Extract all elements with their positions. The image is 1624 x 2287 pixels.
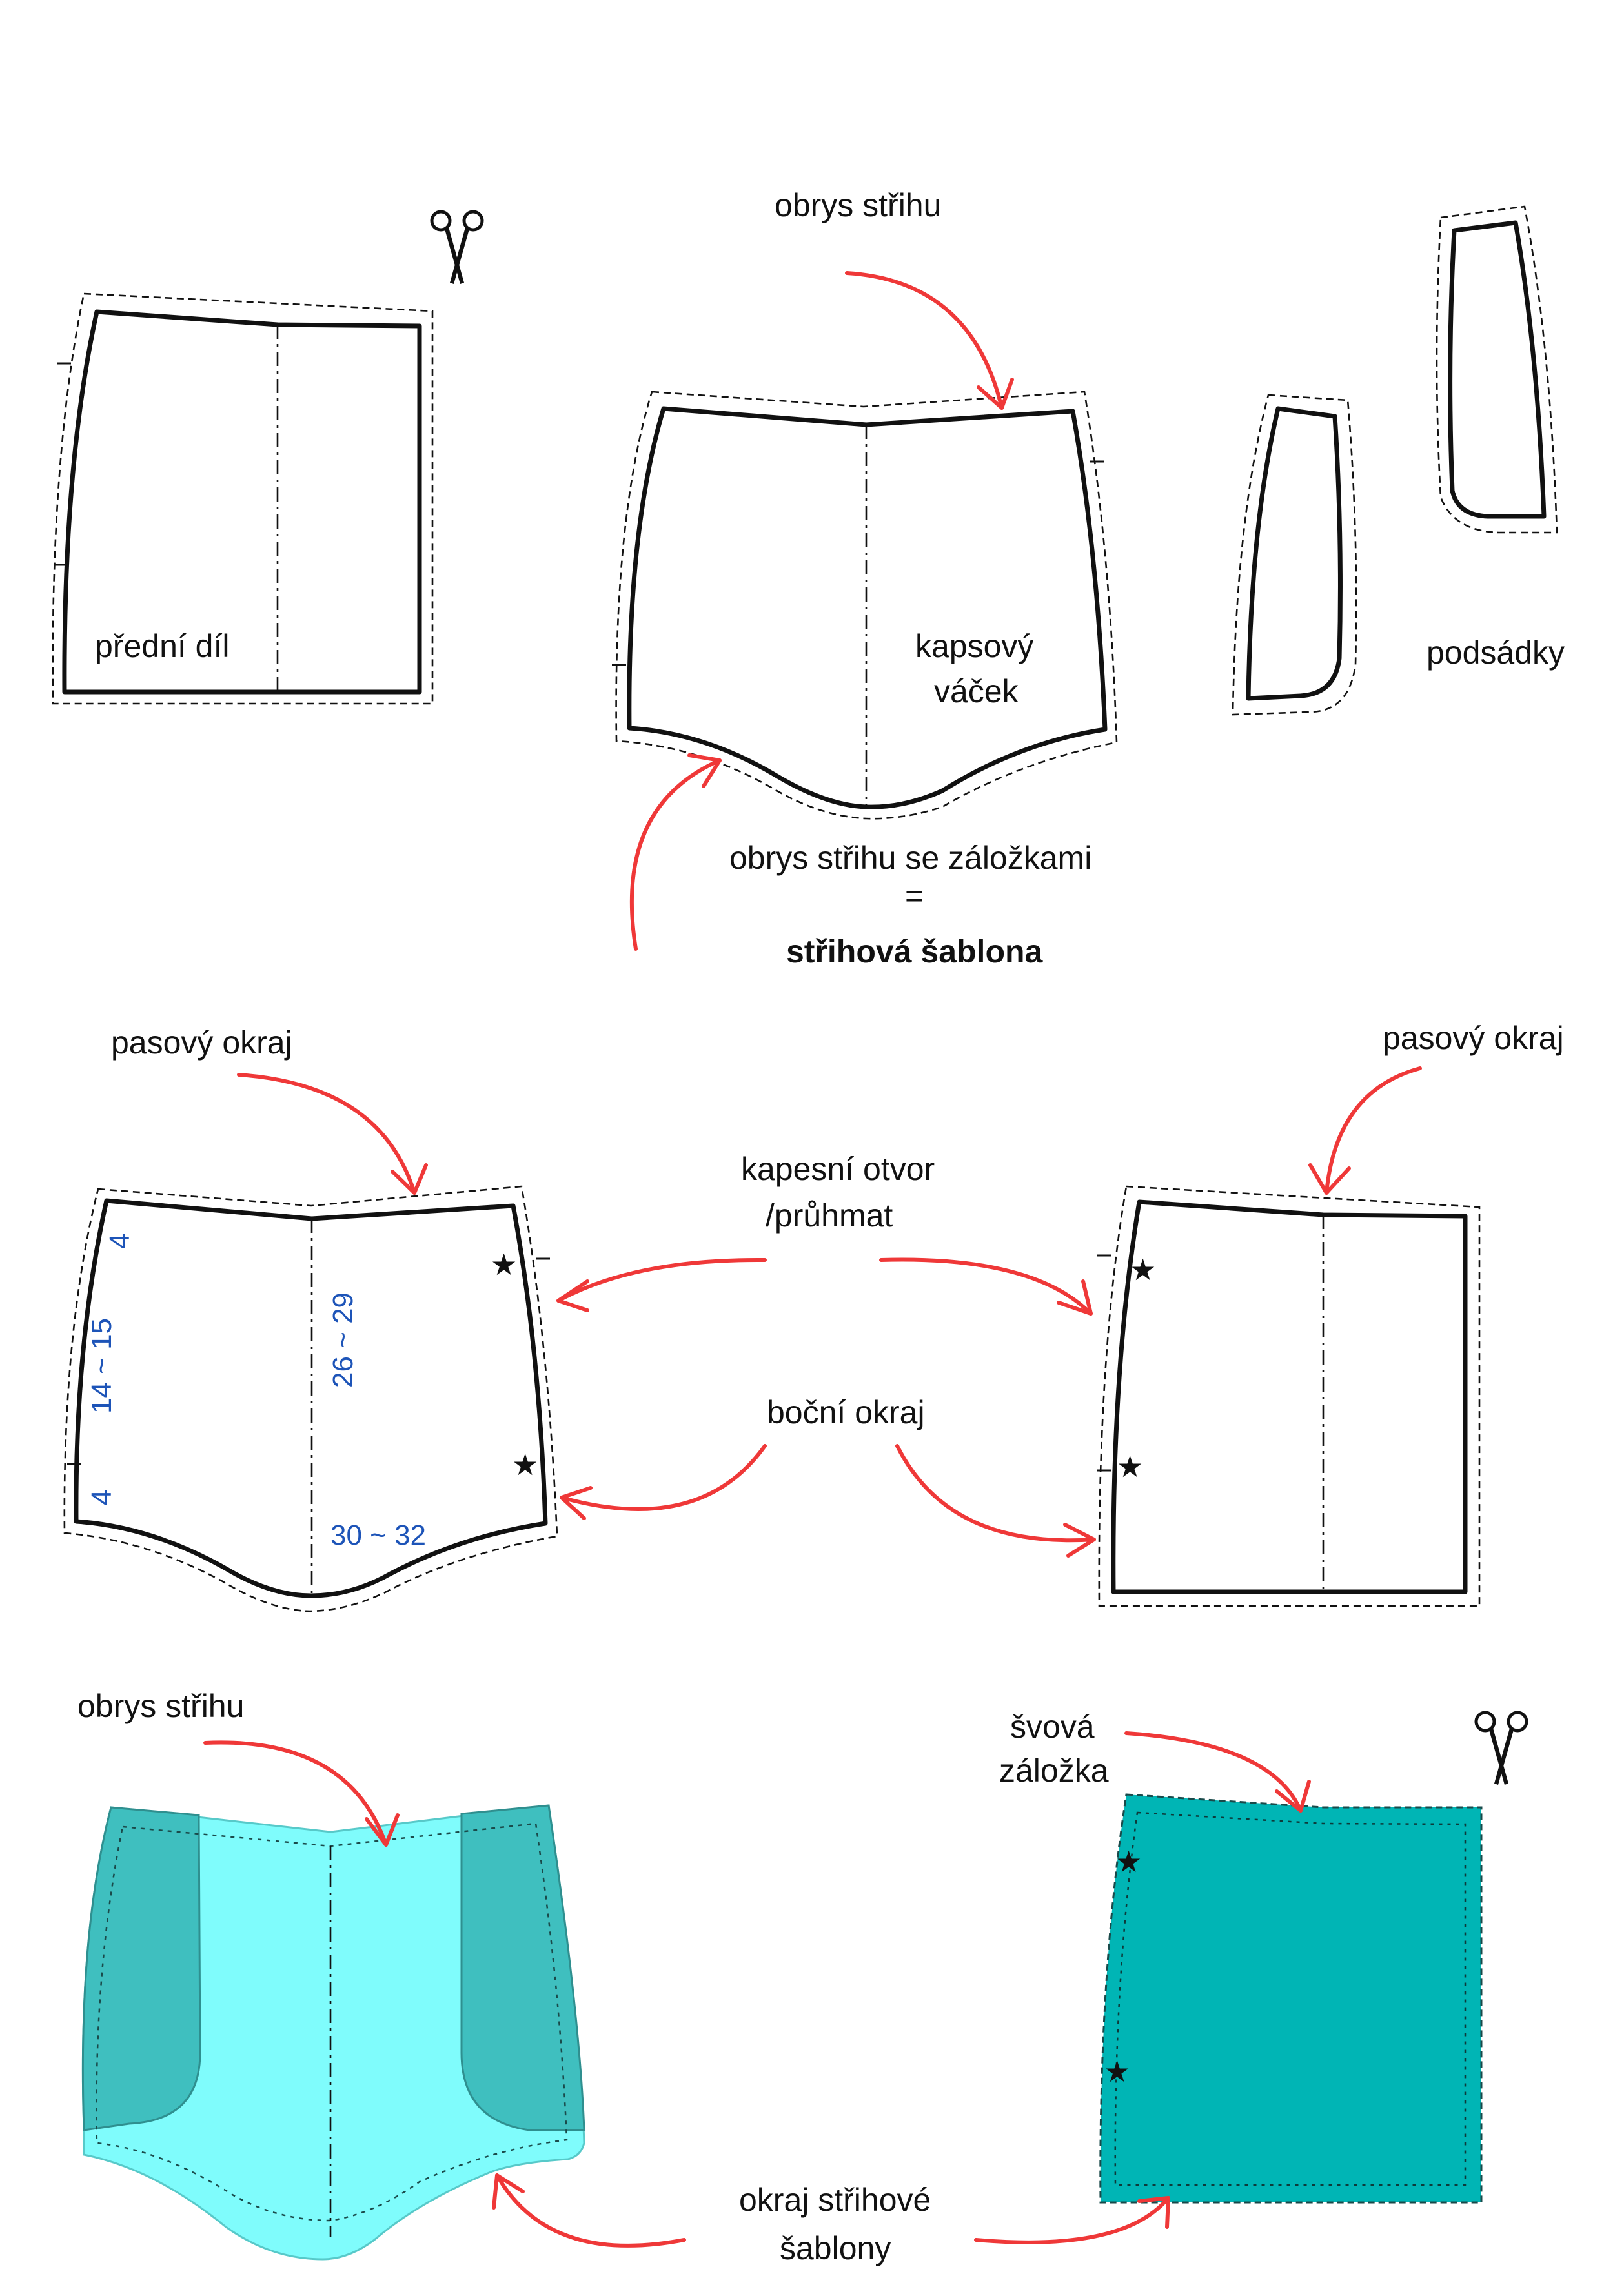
front2-outline bbox=[1113, 1202, 1465, 1592]
measure-top-left-depth: 4 bbox=[104, 1233, 136, 1249]
star-icon: ★ bbox=[1130, 1253, 1157, 1286]
star-icon: ★ bbox=[1117, 1450, 1144, 1483]
facing-narrow-outline bbox=[1248, 409, 1340, 698]
star-icon: ★ bbox=[512, 1448, 539, 1481]
measure-center-length: 26 ~ 29 bbox=[327, 1292, 359, 1388]
template-edge-arrow-left bbox=[497, 2175, 684, 2246]
side-edge-label: boční okraj bbox=[767, 1394, 925, 1430]
pocket-bag-label-line2: váček bbox=[934, 673, 1019, 709]
outline-with-allowance-label: obrys střihu se záložkami bbox=[729, 840, 1092, 876]
facings-label: podsádky bbox=[1426, 635, 1565, 671]
measure-side-length: 14 ~ 15 bbox=[86, 1317, 117, 1414]
pocket-opening-label-line2: /průhmat bbox=[766, 1197, 893, 1234]
pocket-bag-label-line1: kapsový bbox=[915, 628, 1034, 664]
front-piece-label: přední díl bbox=[95, 628, 230, 664]
template-edge-label-line1: okraj střihové bbox=[739, 2182, 931, 2218]
waist-edge-label-left: pasový okraj bbox=[111, 1024, 292, 1061]
pocket-opening-label-line1: kapesní otvor bbox=[741, 1151, 935, 1187]
star-icon: ★ bbox=[1104, 2055, 1131, 2088]
side-edge-arrow-left bbox=[562, 1446, 765, 1509]
outline-with-allowance-arrow bbox=[632, 760, 720, 949]
star-icon: ★ bbox=[1115, 1845, 1142, 1878]
pocket-opening-arrow-left bbox=[558, 1260, 765, 1301]
waist-edge-label-right: pasový okraj bbox=[1383, 1020, 1564, 1056]
measured-outline bbox=[76, 1201, 545, 1596]
pattern-outline-label-top: obrys střihu bbox=[775, 187, 942, 223]
equals-sign: = bbox=[905, 878, 924, 914]
waist-edge-arrow-left bbox=[239, 1075, 414, 1193]
fabric-dark-right-panel bbox=[462, 1805, 584, 2130]
front-piece bbox=[53, 294, 432, 704]
template-edge-label-line2: šablony bbox=[780, 2230, 891, 2266]
pattern-template-label: střihová šablona bbox=[786, 933, 1043, 970]
fabric-dark-left-panel bbox=[83, 1807, 200, 2130]
scissors-icon bbox=[1476, 1713, 1527, 1785]
facing-piece-tall bbox=[1426, 207, 1565, 671]
waist-edge-arrow-right bbox=[1326, 1068, 1420, 1193]
pocket-opening-arrow-left-head bbox=[558, 1281, 587, 1310]
measured-pocket-bag bbox=[65, 1186, 557, 1611]
template-edge-arrow-right bbox=[976, 2198, 1168, 2242]
seam-allowance-label-line1: švová bbox=[1010, 1709, 1095, 1745]
measured-front-piece bbox=[1097, 1186, 1479, 1606]
fabric-teal-body bbox=[1101, 1794, 1481, 2202]
seam-allowance-label-line2: záložka bbox=[999, 1753, 1109, 1789]
scissors-icon bbox=[432, 212, 482, 284]
star-icon: ★ bbox=[491, 1248, 518, 1281]
pocket-opening-arrow-right bbox=[881, 1259, 1091, 1314]
measure-bottom-left-depth: 4 bbox=[86, 1489, 117, 1505]
facing-tall-outline bbox=[1450, 223, 1544, 516]
facing-piece-narrow bbox=[1233, 395, 1356, 715]
pocket-bag-outline bbox=[629, 409, 1105, 807]
outline-with-allowance-arrow-head bbox=[689, 755, 720, 786]
pattern-outline-label-bottom: obrys střihu bbox=[77, 1688, 245, 1724]
measure-bottom-width: 30 ~ 32 bbox=[330, 1520, 427, 1551]
cut-fabric-front-piece bbox=[1101, 1794, 1481, 2202]
